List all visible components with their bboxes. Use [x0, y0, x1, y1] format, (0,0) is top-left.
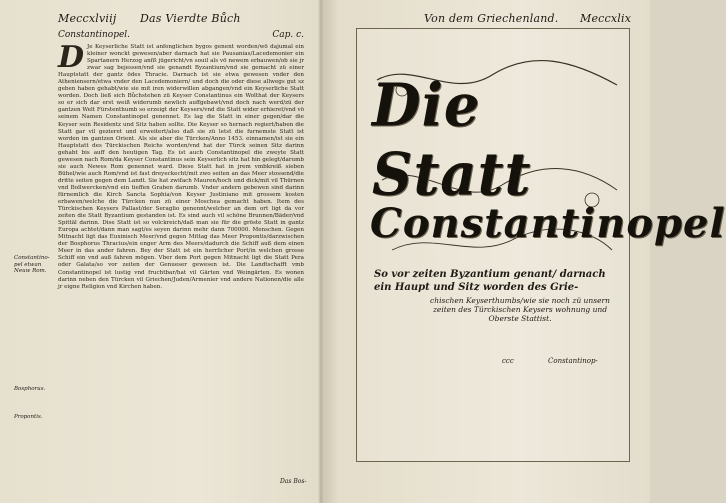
- title-constantinopel: Constantinopel: [370, 200, 726, 247]
- title-die-statt: Die Statt: [372, 70, 532, 210]
- left-column: [58, 30, 304, 464]
- subtitle: So vor zeiten Byzantium genant/ darnach ein Haupt und Sitz worden des Grie-: [374, 269, 606, 293]
- margin-note-bosphorus: Bosphorus.: [14, 386, 46, 392]
- left-running-head: Das Vierdte Bůch: [140, 12, 241, 25]
- subtitle-continuation: chischen Keyserthumbs/wie sie noch zü unsern zeiten des Türckischen Keysers wohnung und Oberste Stattist.: [430, 296, 610, 323]
- body-text: Je Keyserliche Statt ist anfenglichen bygos genent worden/wö dajumal ein kleiner wonckt gewesen/aber darnach hat sie Pausanias/Lacedemonier ein Spartanern Herzog anfß jügericht/vn souil als vö newem erbauwen/ob sie jr zwar sag bejessen/vnd sie genandt Byzantium/vnd sie gemacht zü einer Hauptstatt der gantz ödes Thracie. Darnach ist sie etwa gewesen vnder den Atheniensern/etwa vnder den Lacedemoniern/ und doch die oder diese allwegs gut sz geben haben gehabt/wie sie mit iren widerwillen abgangen/vnd ein Keyserliche Statt worden. Doch ließ sich Bůchstehen zü Keyser Constantinus ein Wolthat der Keysers so er sich dar erst weiß widerumb newlich auffgebawt/vnd doch nach werd/zü der gantzen Welt Fürstenthumb so erzeigt der Keysers/vnd die Statt wider erhieret/vnd vö seinem Namen Constantinopel genennet. Es lag die Statt in einer gegen/dar die Keyser sein Residentz und Sitz haben sollte. Die Keyser so hernach regiert/haben die Statt gar vil gezieret und erweitert/also daß sie zü letst die furnemste Statt ist worden im gantzen Orient. Als sie aber die Türcken/Anno 1453. einnamen/ist sie ein Hauptstatt des Türckischen Reichs worden/vnd hat der Türck seinen Sitz darinn gehabt bis auff den heutigen Tag. Es ist auch Constantinopel die zweyte Statt gewesen nach Rom/da Keyser Constantinus sein Keyserlich sitz hat hin gelegt/darumb sie auch Newes Rom genennet ward. Diese Statt hat in jrem vmbkreiß sieben Bühel/wie auch Rom/vnd ist fast dreyeckecht/mit zwo seiten an das Meer stossend/die dritte seiten gegen dem Landt. Sie hat zwifach Mauren/hoch und dick/mit vil Thürnen vnd Bollwercken/vnd ein tieffen Graben darumb. Vnder andern gebewen sind darinn fürnemlich die Kirch Sancta Sophia/von Keyser Justiniano mit grossem kosten erbawen/welche die Türcken nun zü einer Moschea gemacht haben. Item des Türckischen Keysers Pallast/der Seraglio genennt/welcher an dem ort ligt da vor zeiten die Statt Byzantium gestanden ist. Es sind auch vil schöne Brunnen/Bäder/vnd Spittäl darinn. Dise Statt ist so volckreich/daß man sie für die gröste Statt in gantz Europa achtet/dann man sagt/es seyen darinn mehr dann 700000. Menschen. Gegen Mitnacht ligt das Euxinisch Meer/vnd gegen Mittag das Meer Propontis/darzwischen der Bosphorus Thracius/ein enger Arm des Meers/dadurch die Schiff auß dem einen Meer in das ander fahren. Bey der Statt ist ein herrlicher Port/in welchen grosse Schiff ein vnd auß fahren mögen. Vber dem Port gegen Mitnacht ligt die Statt Pera oder Galata/so vor zeiten der Genueser gewesen ist. Die Landtschafft vmb Constantinopel ist lustig vnd fruchtbar/hat vil Gärten vnd Weingärten. Es wonen darinn neben den Türcken vil Griechen/Juden/Armenier vnd andere Nationen/die alle jr eigne Religion vnd Kirchen haben.: [58, 44, 304, 290]
- margin-note-propontis: Propontis.: [14, 414, 43, 420]
- right-catchword: Constantinop-: [548, 357, 598, 365]
- dropcap: D: [58, 40, 85, 75]
- margin-note-constantinopel: Constantino-pel etwan Neuw Rom.: [14, 255, 50, 274]
- chapter-title: Constantinopel.: [58, 30, 131, 40]
- right-running-head: Von dem Griechenland.: [424, 12, 559, 25]
- left-catchword: Das Bos-: [280, 478, 307, 485]
- ornament-marks: ccc: [502, 357, 514, 365]
- page-fold: [318, 0, 324, 503]
- left-folio: Meccxlviij: [58, 12, 117, 25]
- chapter-heading: [58, 30, 304, 40]
- right-folio: Meccxlix: [580, 12, 632, 25]
- chapter-body: [58, 40, 304, 464]
- chapter-number: Cap. c.: [272, 30, 304, 40]
